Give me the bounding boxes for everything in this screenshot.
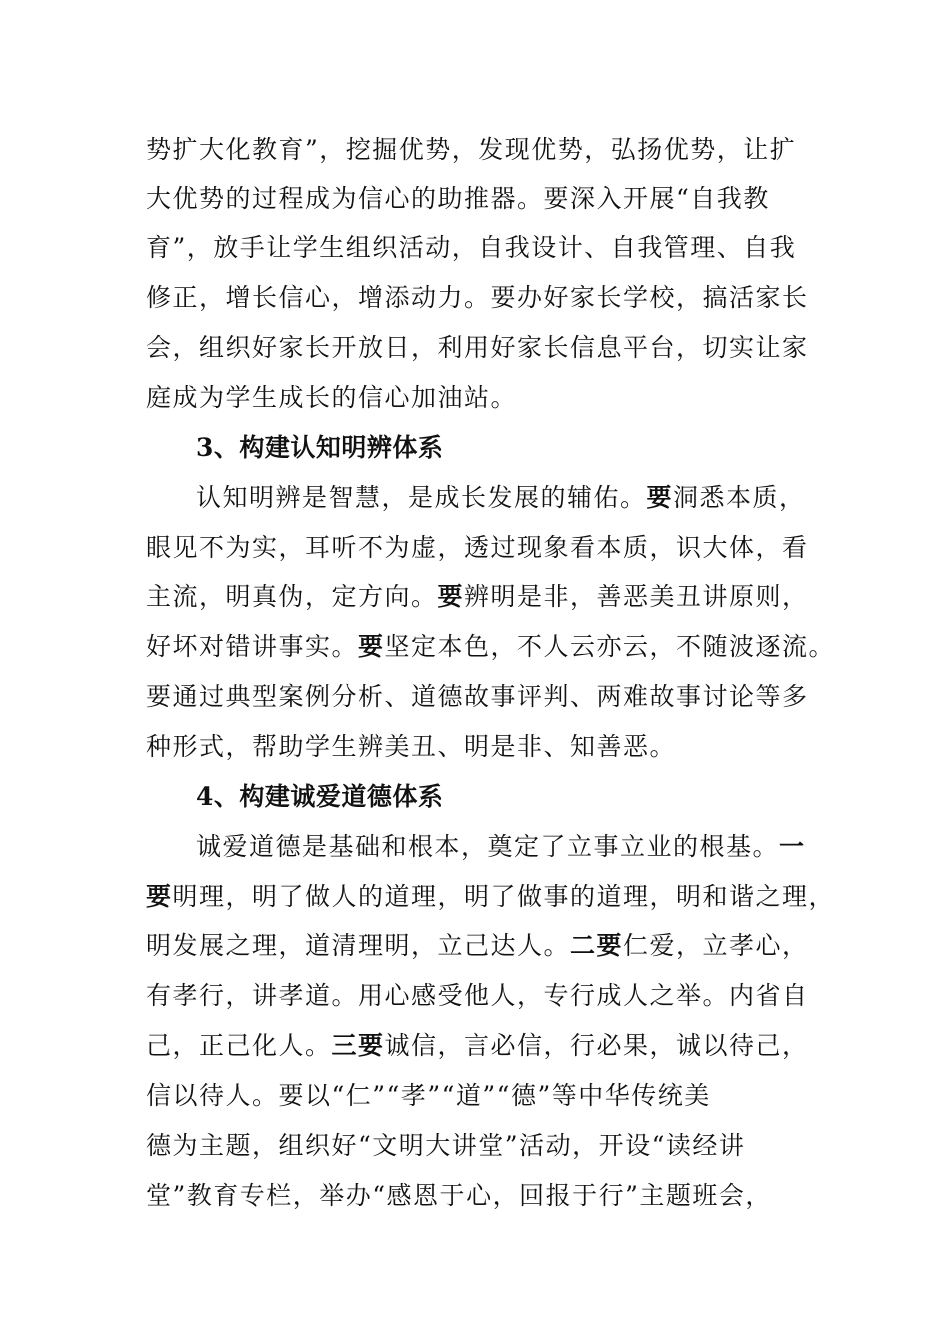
emphasis-text: 一 (779, 832, 806, 861)
paragraph-1-line-3: 育”，放手让学生组织活动，自我设计、自我管理、自我 (146, 233, 797, 262)
paragraph-2-text: 主流，明真伪，定方向。 (146, 582, 438, 611)
paragraph-2-line-3 (146, 581, 809, 613)
section-heading-4: 4、构建诚爱道德体系 (196, 782, 444, 811)
paragraph-2-line-4 (146, 631, 835, 663)
paragraph-2-text: 认知明辨是智慧，是成长发展的辅佑。 (196, 483, 647, 512)
emphasis-text: 要 (646, 483, 674, 512)
paragraph-3-text: 诚信， (384, 1031, 465, 1060)
paragraph-3-text: 诚爱道德是基础和根本，奠定了立事立业的根基。 (196, 832, 780, 861)
paragraph-2-text: 好坏对错讲事实。 (146, 632, 359, 661)
paragraph-3-line-4: 有孝行，讲孝道。用心感受他人，专行成人之举。内省自 (146, 981, 809, 1010)
paragraph-3-line-1 (196, 831, 806, 863)
paragraph-1-line-6: 庭成为学生成长的信心加油站。 (146, 383, 518, 412)
emphasis-text: 要 (437, 582, 465, 611)
paragraph-2-text: 洞悉本质， (673, 483, 806, 512)
paragraph-3-text: 仁爱，立孝心， (623, 931, 809, 960)
emphasis-text: 要 (358, 632, 385, 661)
paragraph-3-line-2 (146, 881, 835, 913)
paragraph-1-line-5: 会，组织好家长开放日，利用好家长信息平台，切实让家 (146, 333, 809, 362)
paragraph-3-line-5 (146, 1030, 809, 1062)
emphasis-text: 三要 (331, 1031, 385, 1060)
paragraph-2-line-5: 要通过典型案例分析、道德故事评判、两难故事讨论等多 (146, 682, 809, 711)
paragraph-3-text: 言必信，行必果，诚以待己， (464, 1031, 809, 1060)
paragraph-3-line-3 (146, 930, 809, 962)
section-heading-3: 3、构建认知明辨体系 (196, 433, 444, 462)
paragraph-1-line-4: 修正，增长信心，增添动力。要办好家长学校，搞活家长 (146, 283, 809, 312)
emphasis-text: 二要 (570, 931, 624, 960)
emphasis-text: 要 (146, 882, 173, 911)
paragraph-1-line-2: 大优势的过程成为信心的助推器。要深入开展“自我教 (146, 184, 770, 213)
paragraph-2-text: 辨明是非，善恶美丑讲原则， (464, 582, 809, 611)
paragraph-3-text: 明理，明了做人的道理，明了做事的道理，明和谐之理， (172, 882, 836, 911)
paragraph-1-line-1: 势扩大化教育”，挖掘优势，发现优势，弘扬优势，让扩 (146, 135, 797, 164)
paragraph-3-line-7: 德为主题，组织好“文明大讲堂”活动，开设“读经讲 (146, 1131, 746, 1160)
paragraph-3-text: 明发展之理，道清理明，立己达人。 (146, 931, 571, 960)
paragraph-3-line-6: 信以待人。要以“仁”“孝”“道”“德”等中华传统美 (146, 1081, 711, 1110)
paragraph-3-text: 己，正己化人。 (146, 1031, 332, 1060)
paragraph-2-line-2: 眼见不为实，耳听不为虚，透过现象看本质，识大体，看 (146, 533, 809, 562)
paragraph-3-line-8: 堂”教育专栏，举办“感恩于心，回报于行”主题班会， (146, 1181, 772, 1210)
paragraph-2-text: 坚定本色，不人云亦云，不随波逐流。 (384, 632, 836, 661)
paragraph-2-line-1 (196, 482, 806, 514)
paragraph-2-line-6: 种形式，帮助学生辨美丑、明是非、知善恶。 (146, 732, 677, 761)
